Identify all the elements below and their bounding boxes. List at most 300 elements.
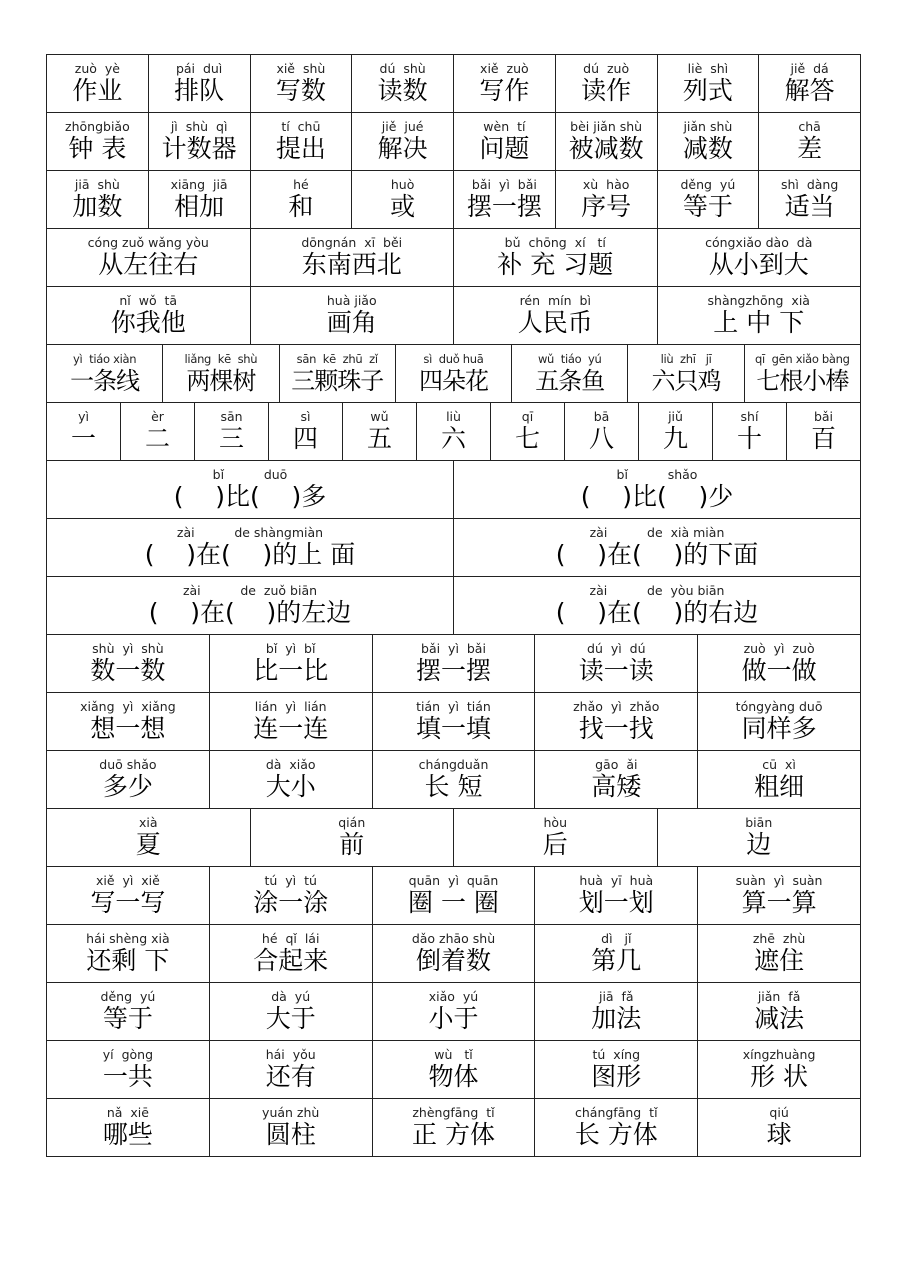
hanzi-word: 被减数 xyxy=(568,133,644,163)
hanzi-word: ( )在( )的下面 xyxy=(555,539,759,569)
hanzi-word: 差 xyxy=(797,133,823,163)
word-cell xyxy=(698,867,861,925)
pinyin-label: zài de shàngmiàn xyxy=(176,524,324,540)
pinyin-label: bā xyxy=(593,408,610,424)
hanzi-word: 还剩 下 xyxy=(86,945,170,975)
pinyin-label: bǐ yì bǐ xyxy=(265,640,316,656)
pinyin-label: wǔ tiáo yú xyxy=(537,351,602,366)
word-cell xyxy=(658,229,862,287)
word-cell xyxy=(373,925,536,983)
pinyin-label: jiǎn fǎ xyxy=(757,988,801,1004)
word-cell xyxy=(280,345,396,403)
hanzi-word: 四朵花 xyxy=(418,366,488,395)
pinyin-label: chángduǎn xyxy=(418,756,489,772)
pinyin-label: jiā fǎ xyxy=(598,988,634,1004)
word-cell xyxy=(210,635,373,693)
word-cell xyxy=(454,113,556,171)
pinyin-label: xià xyxy=(138,814,158,830)
word-cell xyxy=(47,287,251,345)
table-row xyxy=(47,461,861,519)
hanzi-word: 二 xyxy=(144,423,170,453)
pinyin-label: děng yú xyxy=(680,176,736,192)
word-cell xyxy=(417,403,491,461)
word-cell xyxy=(352,171,454,229)
word-cell xyxy=(47,171,149,229)
table-row xyxy=(47,287,861,345)
table-row xyxy=(47,1041,861,1099)
hanzi-word: 倒着数 xyxy=(415,945,491,975)
word-cell xyxy=(454,171,556,229)
hanzi-word: 比一比 xyxy=(253,655,329,685)
word-cell xyxy=(658,287,862,345)
word-cell xyxy=(373,983,536,1041)
word-cell xyxy=(787,403,861,461)
pinyin-label: pái duì xyxy=(175,60,223,76)
word-cell xyxy=(454,55,556,113)
hanzi-word: 三 xyxy=(218,423,244,453)
table-row xyxy=(47,983,861,1041)
word-cell xyxy=(163,345,279,403)
hanzi-word: 减数 xyxy=(682,133,733,163)
hanzi-word: 等于 xyxy=(102,1003,153,1033)
hanzi-word: 图形 xyxy=(591,1061,642,1091)
pinyin-label: sān xyxy=(220,408,243,424)
word-cell xyxy=(251,55,353,113)
hanzi-word: 五 xyxy=(366,423,392,453)
pinyin-label: tián yì tián xyxy=(416,698,491,714)
hanzi-word: 后 xyxy=(542,829,568,859)
hanzi-word: 找一找 xyxy=(578,713,654,743)
word-cell xyxy=(210,1041,373,1099)
hanzi-word: 连一连 xyxy=(253,713,329,743)
pinyin-label: xiāng jiā xyxy=(170,176,228,192)
pinyin-label: biān xyxy=(745,814,773,830)
pinyin-label: tóngyàng duō xyxy=(735,698,823,714)
hanzi-word: 第几 xyxy=(591,945,642,975)
pinyin-label: liù xyxy=(446,408,461,424)
table-row xyxy=(47,925,861,983)
hanzi-word: 或 xyxy=(390,191,416,221)
hanzi-word: 长 方体 xyxy=(574,1119,658,1149)
hanzi-word: ( )在( )的左边 xyxy=(148,597,352,627)
pinyin-label: quān yì quān xyxy=(408,872,499,888)
table-row xyxy=(47,867,861,925)
word-cell xyxy=(269,403,343,461)
hanzi-word: 适当 xyxy=(784,191,835,221)
hanzi-word: 六只鸡 xyxy=(651,366,721,395)
pinyin-label: cóng zuǒ wǎng yòu xyxy=(87,234,209,250)
pinyin-label: cū xì xyxy=(762,756,796,772)
word-cell xyxy=(373,1099,536,1157)
pinyin-label: cóngxiǎo dào dà xyxy=(705,234,813,250)
hanzi-word: 读作 xyxy=(581,75,632,105)
word-cell xyxy=(745,345,861,403)
pinyin-label: chángfāng tǐ xyxy=(575,1104,658,1120)
word-cell xyxy=(698,983,861,1041)
hanzi-word: 加法 xyxy=(591,1003,642,1033)
table-row xyxy=(47,55,861,113)
word-cell xyxy=(251,229,455,287)
hanzi-word: 钟 表 xyxy=(68,133,127,163)
word-cell xyxy=(47,809,251,867)
hanzi-word: 东南西北 xyxy=(301,249,402,279)
pinyin-label: dú shù xyxy=(379,60,426,76)
word-cell xyxy=(454,809,658,867)
word-cell xyxy=(47,693,210,751)
word-cell xyxy=(454,229,658,287)
pinyin-label: hé xyxy=(293,176,309,192)
hanzi-word: 四 xyxy=(292,423,318,453)
hanzi-word: 前 xyxy=(339,829,365,859)
word-cell xyxy=(535,751,698,809)
hanzi-word: 十 xyxy=(736,423,762,453)
pinyin-label: tú xíng xyxy=(592,1046,641,1062)
word-cell xyxy=(47,345,163,403)
table-row xyxy=(47,519,861,577)
hanzi-word: 球 xyxy=(766,1119,792,1149)
pinyin-label: shù yì shù xyxy=(92,640,164,656)
pinyin-label: shì dàng xyxy=(780,176,839,192)
pinyin-label: jì shù qì xyxy=(170,118,228,134)
hanzi-word: 九 xyxy=(662,423,688,453)
hanzi-word: 数一数 xyxy=(90,655,166,685)
word-cell xyxy=(373,693,536,751)
hanzi-word: 解决 xyxy=(377,133,428,163)
pinyin-label: zuò yè xyxy=(74,60,120,76)
word-cell xyxy=(759,171,861,229)
hanzi-word: ( )在( )的右边 xyxy=(555,597,759,627)
pinyin-label: bǎi xyxy=(813,408,834,424)
hanzi-word: 列式 xyxy=(682,75,733,105)
word-cell xyxy=(535,635,698,693)
pinyin-label: huà jiǎo xyxy=(326,292,377,308)
hanzi-word: 合起来 xyxy=(253,945,329,975)
hanzi-word: 五条鱼 xyxy=(535,366,605,395)
hanzi-word: 作业 xyxy=(72,75,123,105)
word-cell xyxy=(698,693,861,751)
hanzi-word: 补 充 习题 xyxy=(497,249,614,279)
hanzi-word: 三颗珠子 xyxy=(291,366,384,395)
hanzi-word: 遮住 xyxy=(754,945,805,975)
pinyin-label: zài de zuǒ biān xyxy=(182,582,318,598)
pinyin-label: dà xiǎo xyxy=(265,756,316,772)
word-cell xyxy=(195,403,269,461)
pinyin-label: xiǎo yú xyxy=(428,988,479,1004)
word-cell xyxy=(47,635,210,693)
pinyin-label: bǎi yì bǎi xyxy=(471,176,537,192)
hanzi-word: 读数 xyxy=(377,75,428,105)
hanzi-word: 解答 xyxy=(784,75,835,105)
hanzi-word: 提出 xyxy=(275,133,326,163)
hanzi-word: 同样多 xyxy=(741,713,817,743)
table-row xyxy=(47,113,861,171)
pinyin-label: xù hào xyxy=(582,176,630,192)
word-cell xyxy=(535,693,698,751)
table-row xyxy=(47,809,861,867)
pinyin-label: zhǎo yì zhǎo xyxy=(573,698,660,714)
word-cell xyxy=(658,171,760,229)
word-cell xyxy=(658,113,760,171)
pinyin-label: xiě shù xyxy=(276,60,326,76)
word-cell xyxy=(210,867,373,925)
word-cell xyxy=(251,113,353,171)
word-cell xyxy=(47,867,210,925)
hanzi-word: 填一填 xyxy=(415,713,491,743)
hanzi-word: 写作 xyxy=(479,75,530,105)
table-row xyxy=(47,403,861,461)
pinyin-label: rén mín bì xyxy=(519,292,591,308)
word-cell xyxy=(713,403,787,461)
pinyin-label: dōngnán xī běi xyxy=(301,234,403,250)
hanzi-word: ( )比( )少 xyxy=(580,481,734,511)
pinyin-label: dú yì dú xyxy=(587,640,646,656)
pinyin-label: liǎng kē shù xyxy=(184,351,258,366)
table-row xyxy=(47,751,861,809)
word-cell xyxy=(512,345,628,403)
hanzi-word: 上 中 下 xyxy=(713,307,805,337)
pinyin-label: xiě yì xiě xyxy=(95,872,160,888)
word-cell xyxy=(698,751,861,809)
word-cell xyxy=(210,693,373,751)
word-cell xyxy=(352,113,454,171)
hanzi-word: 减法 xyxy=(754,1003,805,1033)
table-row xyxy=(47,635,861,693)
word-cell xyxy=(373,1041,536,1099)
hanzi-word: 写数 xyxy=(275,75,326,105)
hanzi-word: 长 短 xyxy=(424,771,483,801)
pinyin-label: zài de yòu biān xyxy=(589,582,725,598)
pinyin-label: bǎi yì bǎi xyxy=(421,640,486,656)
pinyin-label: jiǎn shù xyxy=(683,118,733,134)
word-cell xyxy=(556,113,658,171)
word-cell xyxy=(149,55,251,113)
word-cell xyxy=(47,55,149,113)
word-cell xyxy=(149,113,251,171)
hanzi-word: 正 方体 xyxy=(412,1119,495,1149)
word-cell xyxy=(698,1099,861,1157)
word-cell xyxy=(658,809,862,867)
pinyin-label: huà yī huà xyxy=(579,872,654,888)
hanzi-word: 小于 xyxy=(428,1003,479,1033)
pinyin-label: tí chū xyxy=(281,118,321,134)
hanzi-word: 一条线 xyxy=(70,366,140,395)
pinyin-label: èr xyxy=(151,408,164,424)
hanzi-word: 哪些 xyxy=(102,1119,153,1149)
pinyin-label: dà yú xyxy=(271,988,311,1004)
pinyin-label: nǎ xiē xyxy=(106,1104,149,1120)
hanzi-word: 划一划 xyxy=(578,887,654,917)
word-cell xyxy=(47,577,454,635)
hanzi-word: 高矮 xyxy=(591,771,642,801)
hanzi-word: ( )比( )多 xyxy=(173,481,327,511)
word-cell xyxy=(565,403,639,461)
pinyin-label: jiā shù xyxy=(74,176,120,192)
pinyin-label: jiě jué xyxy=(381,118,424,134)
hanzi-word: 读一读 xyxy=(578,655,654,685)
word-cell xyxy=(251,171,353,229)
pinyin-label: qián xyxy=(338,814,366,830)
hanzi-word: 你我他 xyxy=(110,307,186,337)
pinyin-label: qī gēn xiǎo bàng xyxy=(754,351,850,366)
hanzi-word: 画角 xyxy=(326,307,377,337)
hanzi-word: 计数器 xyxy=(161,133,237,163)
pinyin-label: qiú xyxy=(769,1104,789,1120)
word-cell xyxy=(556,55,658,113)
word-cell xyxy=(454,461,861,519)
pinyin-label: xíngzhuàng xyxy=(742,1046,816,1062)
word-cell xyxy=(251,809,455,867)
pinyin-label: zhōngbiǎo xyxy=(65,118,130,134)
hanzi-word: 多少 xyxy=(102,771,153,801)
word-cell xyxy=(47,983,210,1041)
word-cell xyxy=(535,867,698,925)
word-cell xyxy=(210,925,373,983)
pinyin-label: suàn yì suàn xyxy=(735,872,823,888)
pinyin-label: dǎo zhāo shù xyxy=(411,930,496,946)
word-cell xyxy=(373,867,536,925)
word-cell xyxy=(149,171,251,229)
table-row xyxy=(47,229,861,287)
word-cell xyxy=(343,403,417,461)
hanzi-word: 大小 xyxy=(265,771,316,801)
pinyin-label: zuò yì zuò xyxy=(743,640,815,656)
word-cell xyxy=(210,1099,373,1157)
word-cell xyxy=(47,751,210,809)
word-cell xyxy=(47,403,121,461)
pinyin-label: liù zhī jī xyxy=(660,351,712,366)
word-cell xyxy=(47,113,149,171)
hanzi-word: 百 xyxy=(810,423,836,453)
pinyin-label: hòu xyxy=(543,814,567,830)
word-cell xyxy=(373,635,536,693)
pinyin-label: wèn tí xyxy=(483,118,526,134)
table-row xyxy=(47,577,861,635)
hanzi-word: 从小到大 xyxy=(708,249,809,279)
word-cell xyxy=(698,1041,861,1099)
word-cell xyxy=(639,403,713,461)
pinyin-label: zhèngfāng tǐ xyxy=(412,1104,495,1120)
word-cell xyxy=(535,983,698,1041)
word-cell xyxy=(556,171,658,229)
table-row xyxy=(47,1099,861,1157)
pinyin-label: duō shǎo xyxy=(99,756,157,772)
hanzi-word: 圆柱 xyxy=(265,1119,316,1149)
word-cell xyxy=(210,983,373,1041)
hanzi-word: 形 状 xyxy=(750,1061,809,1091)
pinyin-label: shàngzhōng xià xyxy=(707,292,810,308)
hanzi-word: 七 xyxy=(514,423,540,453)
pinyin-label: dì jǐ xyxy=(601,930,632,946)
pinyin-label: xiě zuò xyxy=(480,60,529,76)
hanzi-word: 序号 xyxy=(581,191,632,221)
word-cell xyxy=(658,55,760,113)
hanzi-word: 算一算 xyxy=(741,887,817,917)
pinyin-label: liè shì xyxy=(687,60,729,76)
word-cell xyxy=(47,1099,210,1157)
hanzi-word: 两棵树 xyxy=(186,366,256,395)
word-cell xyxy=(628,345,744,403)
hanzi-word: 写一写 xyxy=(90,887,166,917)
hanzi-word: 圈 一 圈 xyxy=(408,887,499,917)
word-cell xyxy=(759,55,861,113)
word-cell xyxy=(491,403,565,461)
hanzi-word: 物体 xyxy=(428,1061,479,1091)
hanzi-word: 边 xyxy=(746,829,772,859)
pinyin-label: jiě dá xyxy=(790,60,829,76)
pinyin-label: zhē zhù xyxy=(752,930,806,946)
word-cell xyxy=(47,1041,210,1099)
hanzi-word: 摆一摆 xyxy=(415,655,491,685)
table-row xyxy=(47,171,861,229)
hanzi-word: 相加 xyxy=(174,191,225,221)
word-cell xyxy=(698,925,861,983)
word-cell xyxy=(454,519,861,577)
pinyin-label: sì duǒ huā xyxy=(423,351,484,366)
word-cell xyxy=(47,229,251,287)
pinyin-label: tú yì tú xyxy=(264,872,317,888)
pinyin-label: bǐ shǎo xyxy=(616,466,698,482)
hanzi-word: ( )在( )的上 面 xyxy=(144,539,356,569)
pinyin-label: yì xyxy=(78,408,89,424)
pinyin-label: chā xyxy=(798,118,821,134)
word-cell xyxy=(352,55,454,113)
pinyin-label: hé qǐ lái xyxy=(261,930,320,946)
hanzi-word: 加数 xyxy=(72,191,123,221)
word-cell xyxy=(373,751,536,809)
hanzi-word: 八 xyxy=(588,423,614,453)
word-cell xyxy=(454,287,658,345)
word-cell xyxy=(535,925,698,983)
pinyin-label: sì xyxy=(300,408,311,424)
hanzi-word: 想一想 xyxy=(90,713,166,743)
hanzi-word: 排队 xyxy=(174,75,225,105)
pinyin-label: shí xyxy=(740,408,759,424)
word-cell xyxy=(251,287,455,345)
pinyin-label: jiǔ xyxy=(668,408,683,424)
pinyin-label: hái shèng xià xyxy=(86,930,170,946)
word-cell xyxy=(210,751,373,809)
pinyin-label: hái yǒu xyxy=(265,1046,316,1062)
word-cell xyxy=(47,925,210,983)
pinyin-label: nǐ wǒ tā xyxy=(119,292,178,308)
word-cell xyxy=(535,1099,698,1157)
word-cell xyxy=(698,635,861,693)
pinyin-label: děng yú xyxy=(100,988,156,1004)
hanzi-word: 一共 xyxy=(102,1061,153,1091)
pinyin-label: yuán zhù xyxy=(262,1104,320,1120)
word-cell xyxy=(759,113,861,171)
word-cell xyxy=(535,1041,698,1099)
hanzi-word: 大于 xyxy=(265,1003,316,1033)
hanzi-word: 做一做 xyxy=(741,655,817,685)
pinyin-label: gāo ǎi xyxy=(595,756,638,772)
word-cell xyxy=(47,461,454,519)
hanzi-word: 夏 xyxy=(135,829,161,859)
pinyin-label: zài de xià miàn xyxy=(589,524,725,540)
hanzi-word: 一 xyxy=(70,423,96,453)
table-row xyxy=(47,345,861,403)
pinyin-label: yì tiáo xiàn xyxy=(73,351,137,366)
hanzi-word: 粗细 xyxy=(754,771,805,801)
hanzi-word: 和 xyxy=(288,191,314,221)
hanzi-word: 问题 xyxy=(479,133,530,163)
pinyin-label: bǔ chōng xí tí xyxy=(504,234,606,250)
pinyin-label: huò xyxy=(390,176,415,192)
word-cell xyxy=(454,577,861,635)
hanzi-word: 涂一涂 xyxy=(253,887,329,917)
word-cell xyxy=(47,519,454,577)
hanzi-word: 等于 xyxy=(682,191,733,221)
